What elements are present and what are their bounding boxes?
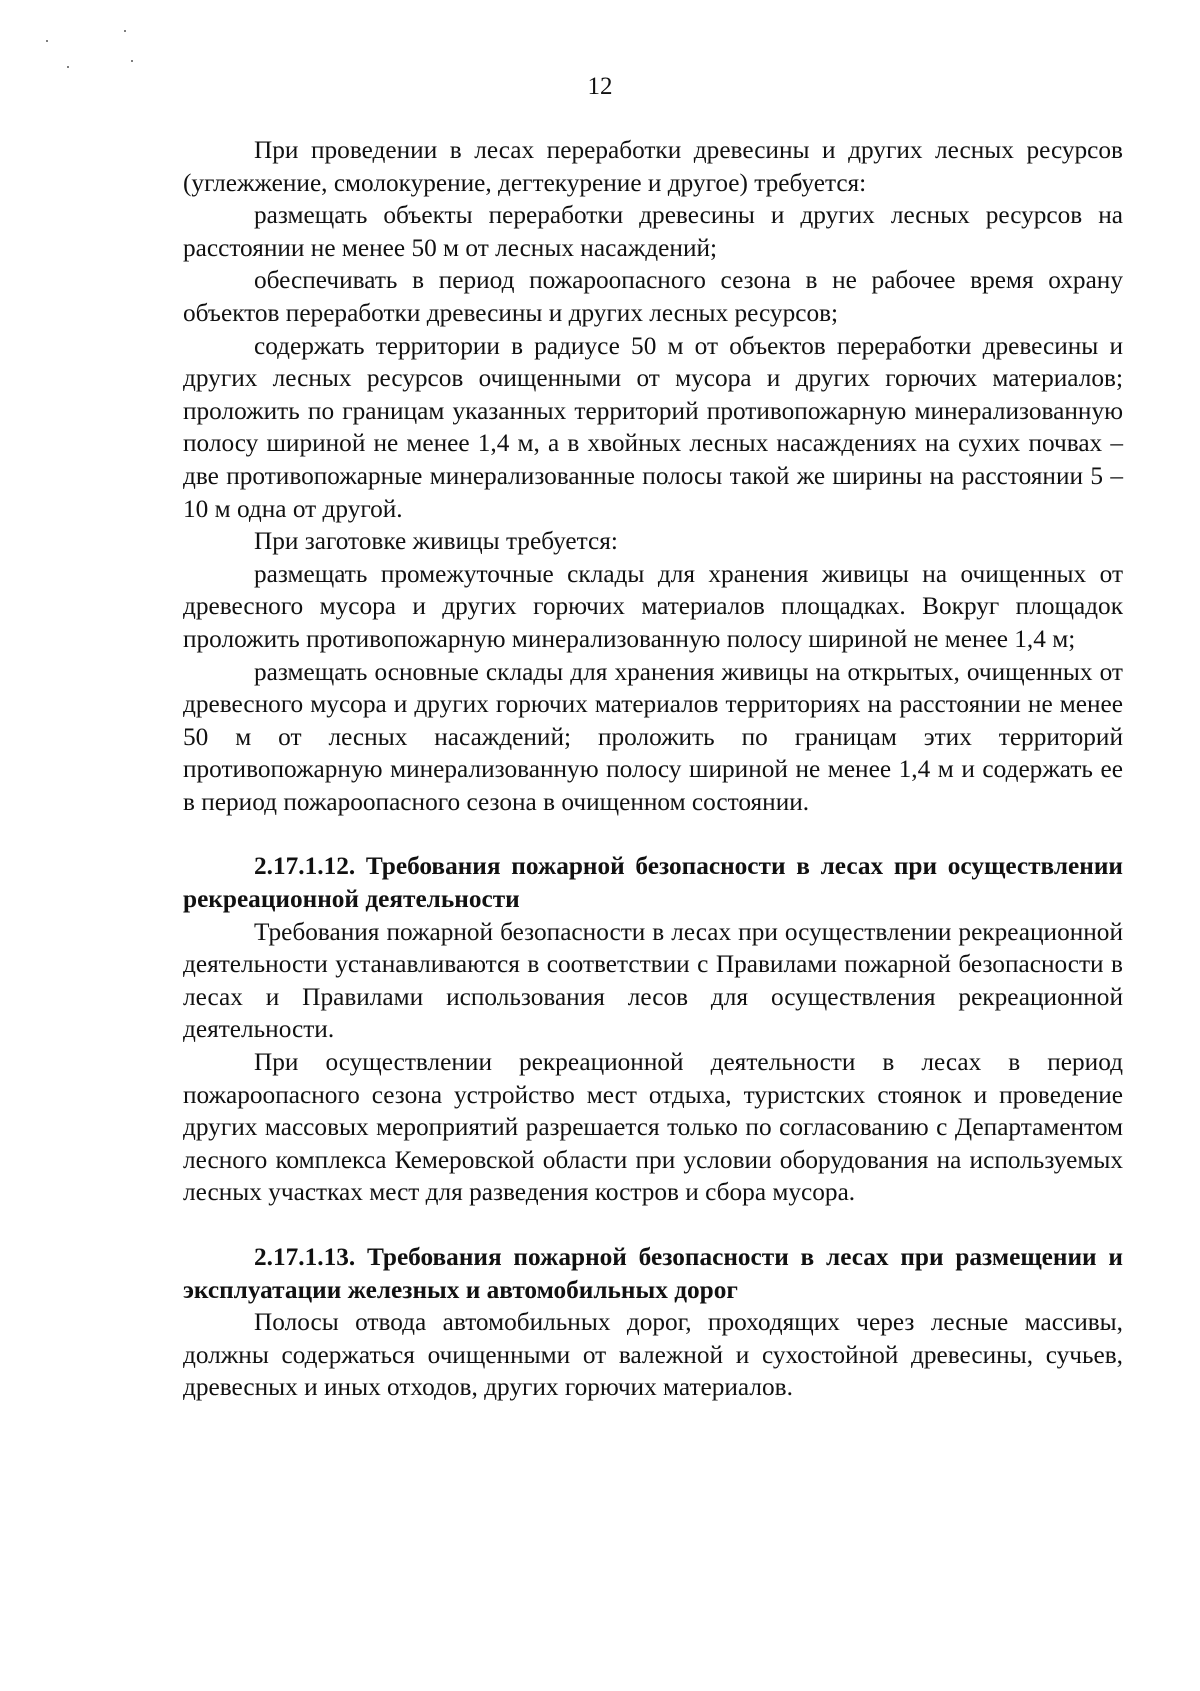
scan-speck xyxy=(46,40,48,42)
section-heading: 2.17.1.12. Требования пожарной безопасности в лесах при осуществлении рекреационной деятельности xyxy=(183,852,1123,914)
page-number: 12 xyxy=(587,73,613,100)
section-spacer xyxy=(183,1209,1123,1241)
section-heading: 2.17.1.13. Требования пожарной безопасности в лесах при размещении и эксплуатации железных и автомобильных дорог xyxy=(183,1243,1123,1304)
paragraph: обеспечивать в период пожароопасного сезона в не рабочее время охрану объектов переработки древесины и других лесных ресурсов; xyxy=(183,266,1123,327)
paragraph: При проведении в лесах переработки древесины и других лесных ресурсов (углежжение, смолокурение, дегтекурение и другое) требуется: xyxy=(183,136,1123,197)
paragraph: При заготовке живицы требуется: xyxy=(254,527,618,556)
scan-speck xyxy=(67,66,69,68)
scan-speck xyxy=(124,30,126,32)
paragraph: содержать территории в радиусе 50 м от объектов переработки древесины и других лесных ресурсов очищенными от мусора и других горючих материалов; проложить по границам указанных территорий противопожарную минерализованную полосу шириной не менее 1,4 м, а в хвойных лесных насаждениях на сухих почвах – две противопожарные минерализованные полосы такой же ширины на расстоянии 5 – 10 м одна от другой. xyxy=(183,331,1123,523)
paragraph: размещать основные склады для хранения живицы на открытых, очищенных от древесного мусора и других горючих материалов территориях на расстоянии не менее 50 м от лесных насаждений; проложить по границам этих территорий противопожарную минерализованную полосу шириной не менее 1,4 м и содержать ее в период пожароопасного сезона в очищенном состоянии. xyxy=(183,657,1123,816)
section-spacer xyxy=(183,818,1123,850)
paragraph: Полосы отвода автомобильных дорог, проходящих через лесные массивы, должны содержаться очищенными от валежной и сухостойной древесины, сучьев, древесных и иных отходов, других горючих материалов. xyxy=(183,1308,1123,1402)
paragraph: размещать объекты переработки древесины и других лесных ресурсов на расстоянии не менее 50 м от лесных насаждений; xyxy=(183,201,1123,262)
paragraph: При осуществлении рекреационной деятельности в лесах в период пожароопасного сезона устройство мест отдыха, туристских стоянок и проведение других массовых мероприятий разрешается только по согласованию с Департаментом лесного комплекса Кемеровской области при условии оборудования на используемых лесных участках мест для разведения костров и сбора мусора. xyxy=(183,1048,1123,1207)
paragraph: Требования пожарной безопасности в лесах при осуществлении рекреационной деятельности устанавливаются в соответствии с Правилами пожарной безопасности в лесах и Правилами использования лесов для осуществления рекреационной деятельности. xyxy=(183,917,1123,1044)
scan-speck xyxy=(131,60,133,62)
document-body xyxy=(183,134,1123,1404)
paragraph: размещать промежуточные склады для хранения живицы на очищенных от древесного мусора и других горючих материалов площадках. Вокруг площадок проложить противопожарную минерализованную полосу шириной не менее 1,4 м; xyxy=(183,559,1123,653)
